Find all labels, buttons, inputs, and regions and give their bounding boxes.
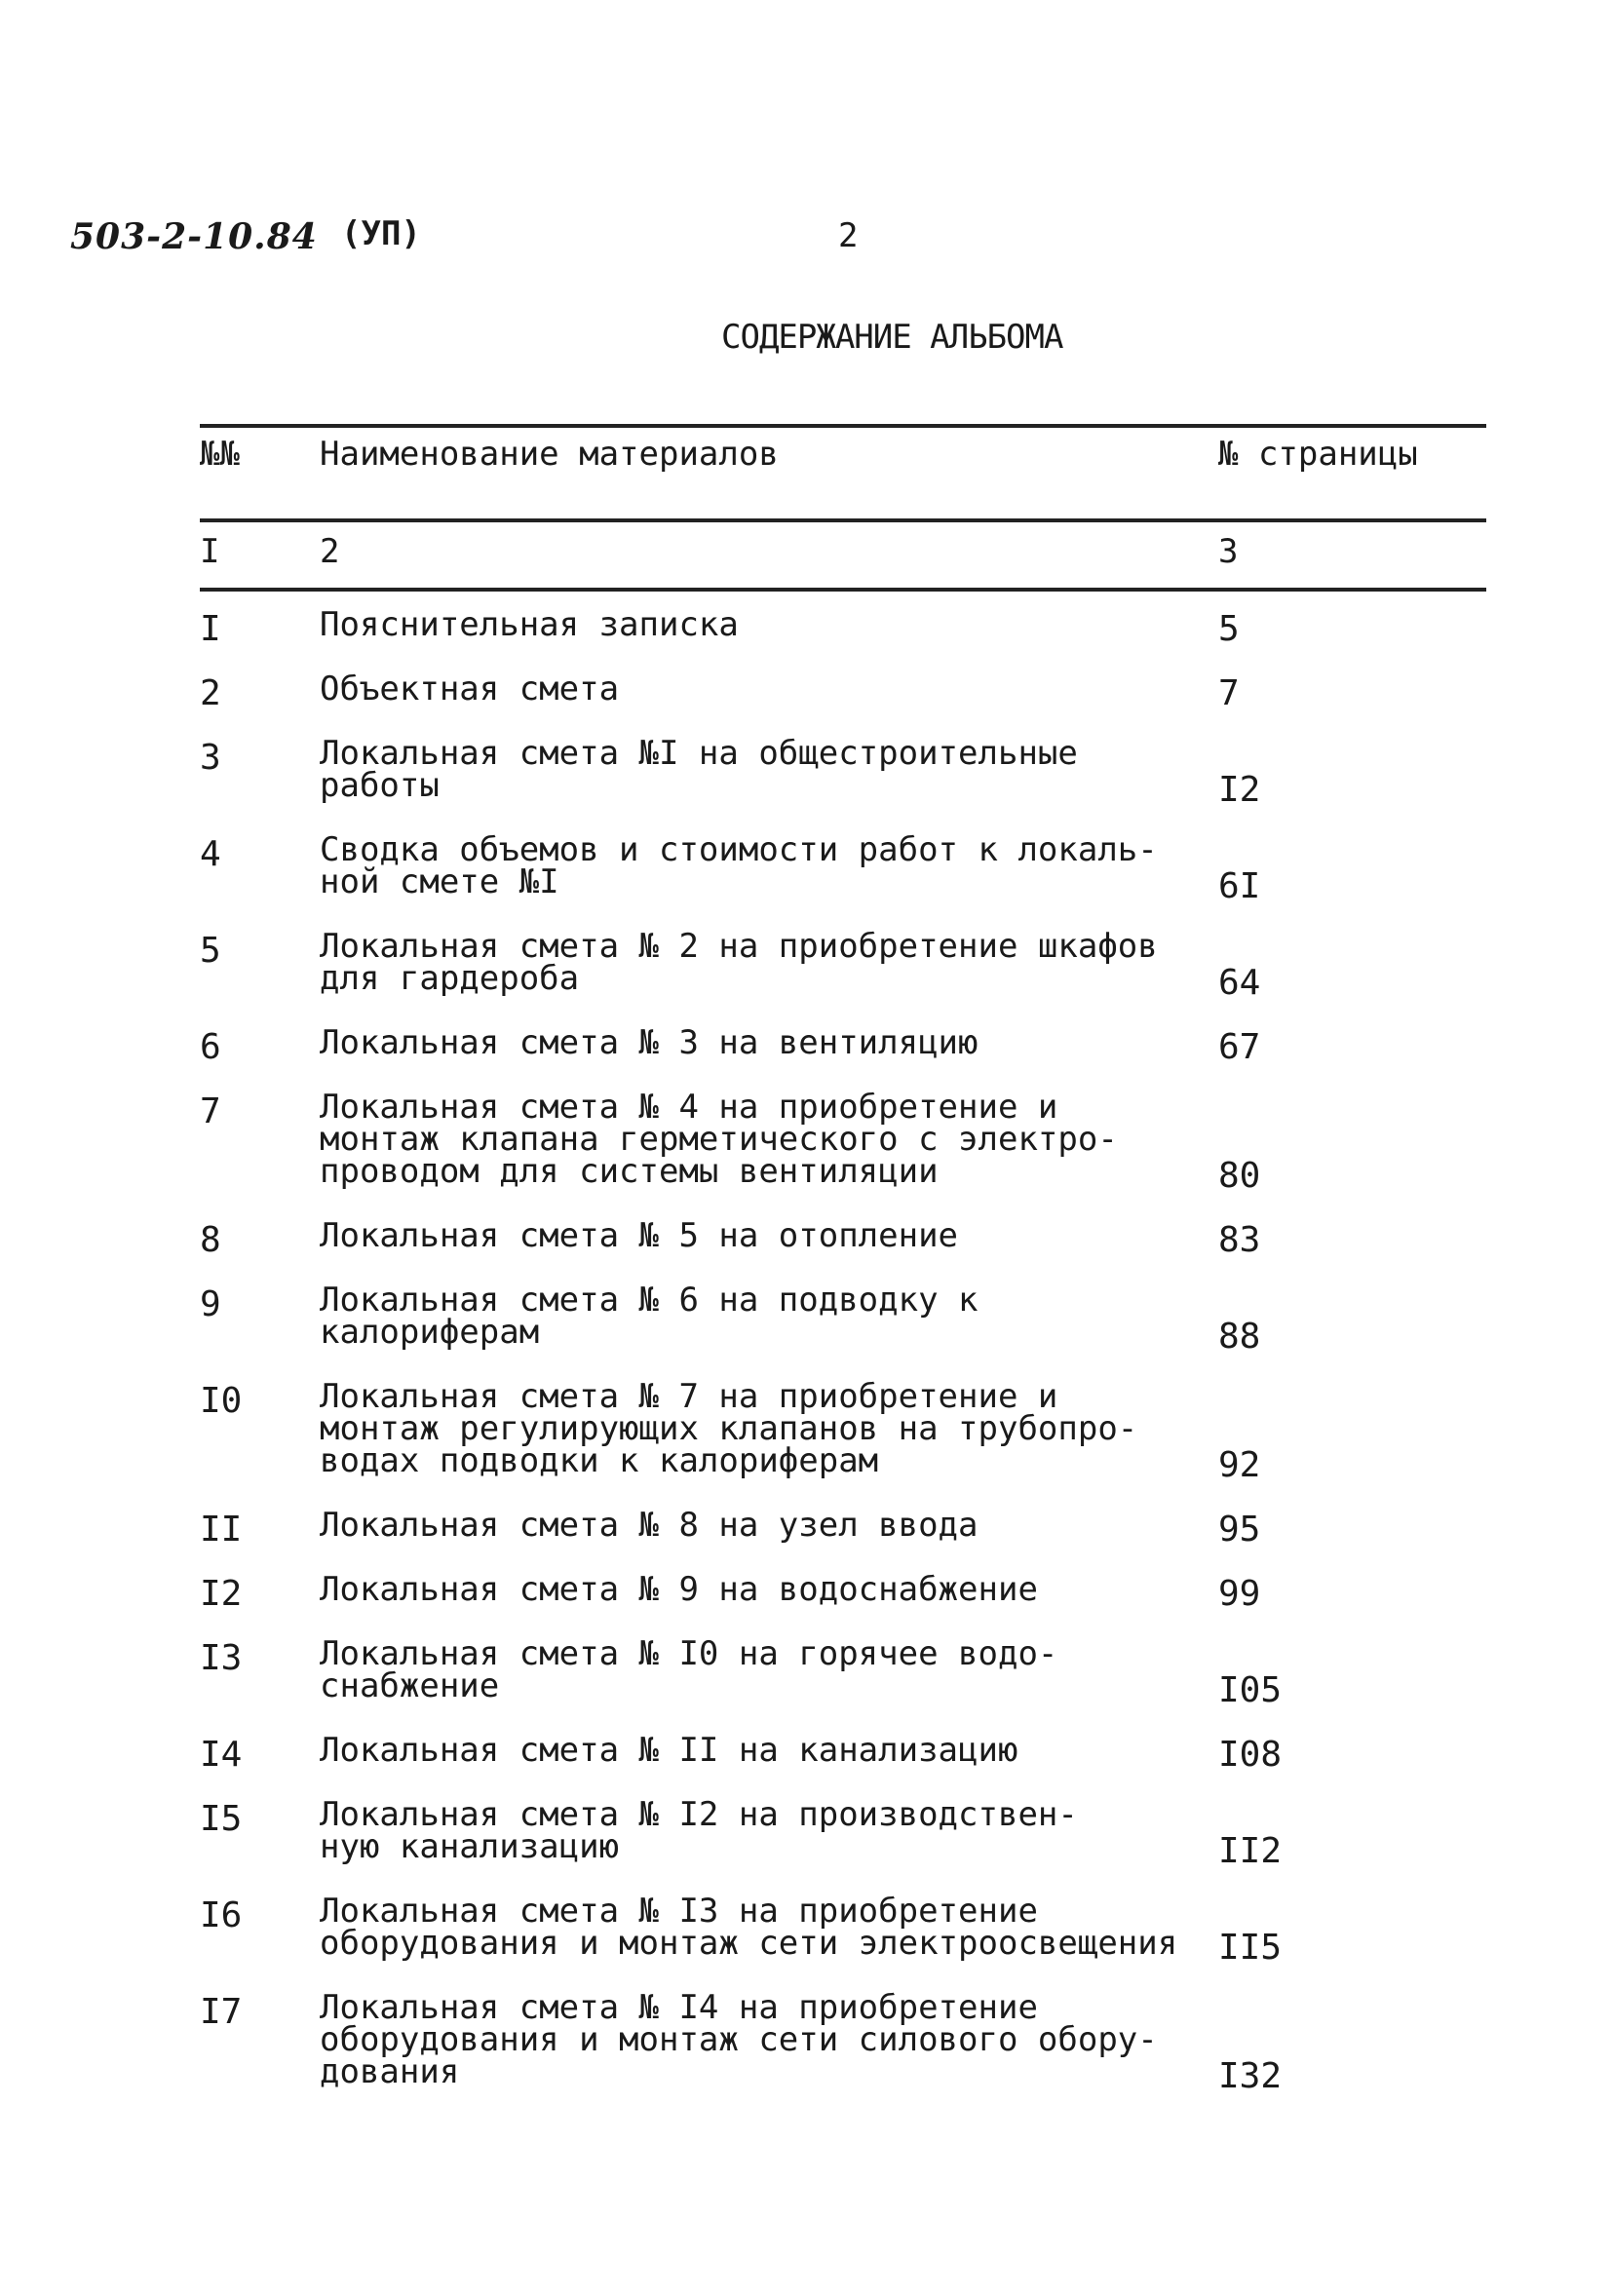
column-index-page: 3 xyxy=(1218,532,1239,571)
toc-entry-page: I2 xyxy=(1218,770,1261,810)
page-number: 2 xyxy=(838,216,859,255)
toc-entry-page: I08 xyxy=(1218,1735,1283,1775)
toc-entry-title-line: для гардероба xyxy=(320,959,580,998)
toc-entry-title-line: оборудования и монтаж сети силового обору- xyxy=(320,2020,1158,2059)
toc-entry-number: I6 xyxy=(200,1895,243,1935)
toc-entry-page: 92 xyxy=(1218,1445,1261,1485)
toc-entry-title-line: ную канализацию xyxy=(320,1827,620,1866)
toc-entry-number: I7 xyxy=(200,1992,243,2032)
toc-entry-title-line: монтаж клапана герметического с электро- xyxy=(320,1120,1118,1159)
toc-entry-number: 8 xyxy=(200,1220,221,1260)
toc-entry-title xyxy=(320,1023,1197,1062)
index-rule xyxy=(200,588,1486,592)
toc-entry-title-line: Локальная смета № I0 на горячее водо- xyxy=(320,1634,1058,1673)
toc-entry-title-line: монтаж регулирующих клапанов на трубопро- xyxy=(320,1409,1138,1448)
toc-entry-title xyxy=(320,927,1197,998)
toc-entry-title-line: Локальная смета № 9 на водоснабжение xyxy=(320,1570,1038,1609)
toc-entry-title xyxy=(320,1731,1197,1770)
toc-entry-number: 3 xyxy=(200,738,221,778)
toc-entry-page: II5 xyxy=(1218,1928,1283,1968)
toc-entry-title-line: дования xyxy=(320,2052,460,2091)
toc-entry-page: 99 xyxy=(1218,1574,1261,1614)
header-rule xyxy=(200,518,1486,522)
column-index-num: I xyxy=(200,532,220,571)
toc-entry-number: 5 xyxy=(200,931,221,971)
toc-entry-page: 6I xyxy=(1218,866,1261,906)
toc-entry-title-line: Объектная смета xyxy=(320,670,620,708)
column-header-num: №№ xyxy=(200,435,240,474)
toc-entry-title-line: калориферам xyxy=(320,1313,540,1352)
toc-entry-title xyxy=(320,1570,1197,1609)
table-top-rule xyxy=(200,424,1486,428)
toc-entry-title-line: Локальная смета № II на канализацию xyxy=(320,1731,1018,1770)
column-header-name: Наименование материалов xyxy=(320,435,779,474)
toc-entry-title-line: проводом для системы вентиляции xyxy=(320,1152,939,1191)
toc-entry-page: 64 xyxy=(1218,963,1261,1003)
toc-entry-page: I05 xyxy=(1218,1670,1283,1710)
toc-entry-page: 80 xyxy=(1218,1156,1261,1196)
toc-entry-title-line: ной смете №I xyxy=(320,862,559,901)
toc-entry-title xyxy=(320,670,1197,708)
page-title: СОДЕРЖАНИЕ АЛЬБОМА xyxy=(721,318,1063,357)
toc-entry-number: 7 xyxy=(200,1091,221,1131)
toc-entry-number: I4 xyxy=(200,1735,243,1775)
toc-entry-title-line: Локальная смета № I3 на приобретение xyxy=(320,1892,1038,1931)
toc-entry-number: 9 xyxy=(200,1284,221,1324)
toc-entry-page: 83 xyxy=(1218,1220,1261,1260)
toc-entry-title-line: водах подводки к калориферам xyxy=(320,1441,879,1480)
toc-entry-title-line: Локальная смета №I на общестроительные xyxy=(320,734,1078,773)
toc-entry-title-line: Локальная смета № 2 на приобретение шкафов xyxy=(320,927,1158,966)
column-header-page: № страницы xyxy=(1218,435,1418,474)
toc-entry-number: 2 xyxy=(200,673,221,713)
toc-entry-title xyxy=(320,830,1197,901)
toc-entry-title-line: Локальная смета № I2 на производствен- xyxy=(320,1795,1078,1834)
toc-entry-title xyxy=(320,1281,1197,1352)
toc-entry-title-line: Локальная смета № 4 на приобретение и xyxy=(320,1088,1058,1127)
toc-entry-title-line: работы xyxy=(320,766,440,805)
toc-entry-title-line: оборудования и монтаж сети электроосвещения xyxy=(320,1924,1178,1963)
toc-entry-page: 95 xyxy=(1218,1510,1261,1550)
toc-entry-title xyxy=(320,1506,1197,1545)
toc-entry-number: I3 xyxy=(200,1638,243,1678)
toc-entry-page: 67 xyxy=(1218,1027,1261,1067)
toc-entry-number: II xyxy=(200,1510,243,1550)
toc-entry-title-line: Локальная смета № 8 на узел ввода xyxy=(320,1506,979,1545)
toc-entry-number: I xyxy=(200,609,221,649)
toc-entry-page: 5 xyxy=(1218,609,1240,649)
toc-entry-title-line: Пояснительная записка xyxy=(320,605,739,644)
toc-entry-title xyxy=(320,1988,1197,2091)
toc-entry-number: I2 xyxy=(200,1574,243,1614)
toc-entry-title-line: Сводка объемов и стоимости работ к локаль- xyxy=(320,830,1158,869)
toc-entry-title xyxy=(320,1634,1197,1705)
toc-entry-title xyxy=(320,1088,1197,1191)
toc-entry-title-line: Локальная смета № 3 на вентиляцию xyxy=(320,1023,979,1062)
document-part: (УП) xyxy=(341,214,421,253)
toc-entry-page: 7 xyxy=(1218,673,1240,713)
toc-entry-number: 4 xyxy=(200,834,221,874)
toc-entry-title-line: Локальная смета № 6 на подводку к xyxy=(320,1281,979,1320)
toc-entry-title xyxy=(320,605,1197,644)
toc-entry-title-line: Локальная смета № 7 на приобретение и xyxy=(320,1377,1058,1416)
toc-entry-title xyxy=(320,734,1197,805)
toc-entry-page: 88 xyxy=(1218,1317,1261,1357)
document-code: 503-2-10.84 xyxy=(70,216,318,257)
toc-entry-title xyxy=(320,1892,1197,1963)
toc-entry-number: 6 xyxy=(200,1027,221,1067)
toc-entry-title-line: Локальная смета № 5 на отопление xyxy=(320,1216,959,1255)
toc-entry-title xyxy=(320,1216,1197,1255)
toc-entry-title xyxy=(320,1377,1197,1480)
column-index-name: 2 xyxy=(320,532,340,571)
toc-entry-page: II2 xyxy=(1218,1831,1283,1871)
toc-entry-number: I5 xyxy=(200,1799,243,1839)
toc-entry-title-line: снабжение xyxy=(320,1666,500,1705)
toc-entry-title-line: Локальная смета № I4 на приобретение xyxy=(320,1988,1038,2027)
toc-entry-title xyxy=(320,1795,1197,1866)
toc-entry-number: I0 xyxy=(200,1381,243,1421)
toc-entry-page: I32 xyxy=(1218,2056,1283,2096)
